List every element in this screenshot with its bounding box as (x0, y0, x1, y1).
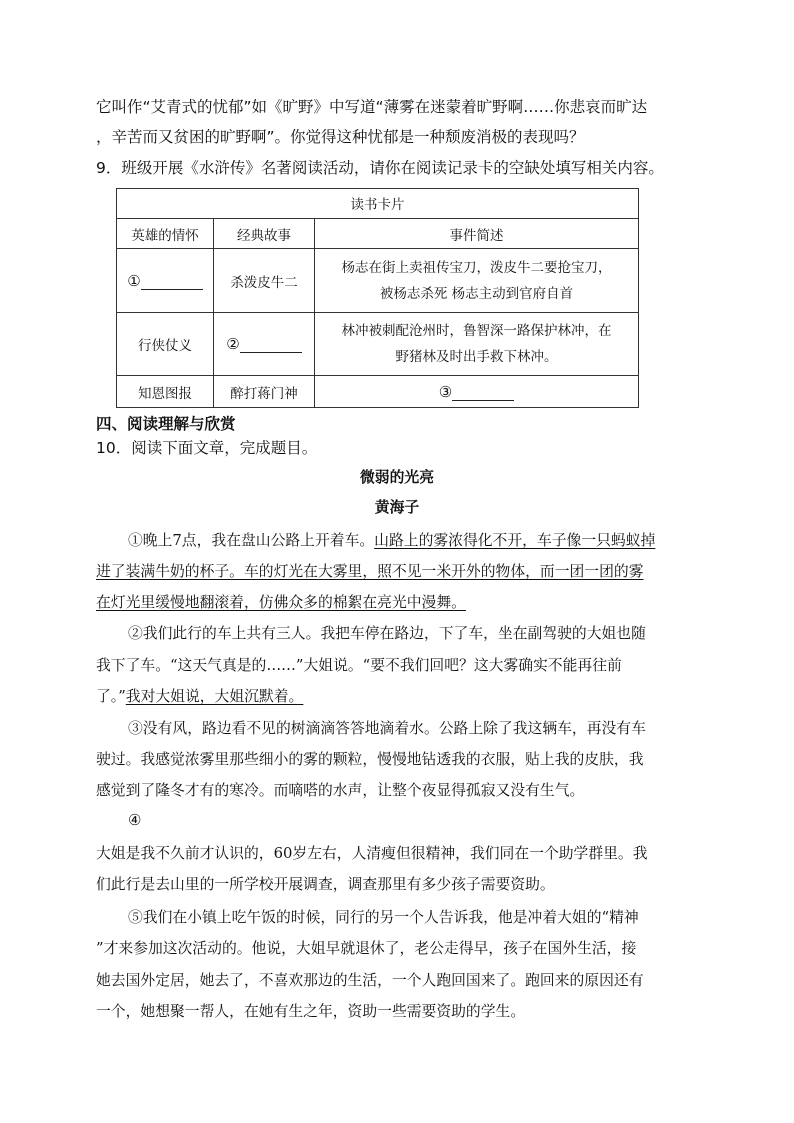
summary-cell-1 (315, 249, 639, 312)
p2-line3-plain: 了。” (96, 688, 126, 705)
intro-line-1: 它叫作“艾青式的忧郁”如《旷野》中写道“薄雾在迷蒙着旷野啊……你悲哀而旷达 (96, 98, 648, 116)
p1-line1-underlined: 山路上的雾浓得化不开，车子像一只蚂蚁掉 (374, 532, 656, 549)
paragraph-1-line-2: 进了装满牛奶的杯子。车的灯光在大雾里，照不见一米开外的物体，而一团一团的雾 (96, 563, 644, 580)
blank-marker-2: ② (226, 335, 240, 354)
question-9: 9．班级开展《水浒传》名著阅读活动，请你在阅读记录卡的空缺处填写相关内容。 (96, 159, 664, 177)
paragraph-2-line-3 (96, 686, 303, 708)
paragraph-3-line-3: 感觉到了隆冬才有的寒冷。而嘀嗒的水声，让整个夜显得孤寂又没有生气。 (96, 782, 585, 799)
summary-cell-2 (315, 312, 639, 375)
header-classic-story: 经典故事 (214, 218, 315, 249)
blank-cell-2 (214, 312, 315, 375)
summary-2-line-b: 野猪林及时出手救下林冲。 (395, 349, 558, 366)
blank-cell-1 (117, 249, 214, 312)
blank-cell-3 (315, 376, 639, 408)
sentiment-cell-3: 知恩图报 (117, 376, 214, 408)
p2-line3-underlined: 我对大姐说，大姐沉默着。 (125, 688, 304, 705)
paragraph-5-line-2: ”才来参加这次活动的。他说，大姐早就退休了，老公走得早，孩子在国外生活，接 (96, 940, 637, 957)
article-author: 黄海子 (374, 499, 420, 516)
summary-1-line-a: 杨志在街上卖祖传宝刀，泼皮牛二要抢宝刀， (341, 259, 612, 276)
paragraph-4-marker: ④ (128, 812, 142, 829)
blank-marker-1: ① (127, 271, 141, 290)
paragraph-1-line-1 (128, 530, 655, 552)
section-heading-4: 四、阅读理解与欣赏 (96, 415, 236, 433)
paragraph-3-line-1: ③没有风，路边看不见的树滴滴答答地滴着水。公路上除了我这辆车，再没有车 (128, 720, 646, 737)
sentiment-cell-2: 行侠仗义 (117, 312, 214, 375)
story-cell-1: 杀泼皮牛二 (214, 249, 315, 312)
p1-line1-plain: ①晚上7点，我在盘山公路上开着车。 (128, 532, 375, 549)
summary-1-line-b: 被杨志杀死 杨志主动到官府自首 (379, 285, 574, 302)
header-heroic-sentiment: 英雄的情怀 (117, 218, 214, 249)
story-cell-3: 醉打蒋门神 (214, 376, 315, 408)
header-event-summary: 事件简述 (315, 218, 639, 249)
fill-blank-1[interactable] (141, 273, 203, 290)
paragraph-5-line-1: ⑤我们在小镇上吃午饭的时候，同行的另一个人告诉我，他是冲着大姐的“精神 (128, 909, 639, 926)
summary-2-line-a: 林冲被刺配沧州时，鲁智深一路保护林冲，在 (341, 323, 612, 340)
paragraph-4-line-2: 们此行是去山里的一所学校开展调查，调查那里有多少孩子需要资助。 (96, 876, 555, 893)
fill-blank-2[interactable] (240, 336, 302, 353)
paragraph-5-line-3: 她去国外定居，她去了，不喜欢那边的生活，一个人跑回国来了。跑回来的原因还有 (96, 972, 644, 989)
paragraph-4-line-1: 大姐是我不久前才认识的，60岁左右，人清瘦但很精神，我们同在一个助学群里。我 (96, 845, 648, 862)
question-10: 10．阅读下面文章，完成题目。 (96, 439, 318, 457)
paragraph-5-line-4: 一个，她想聚一帮人，在她有生之年，资助一些需要资助的学生。 (96, 1003, 526, 1020)
paragraph-3-line-2: 驶过。我感觉浓雾里那些细小的雾的颗粒，慢慢地钻透我的衣服，贴上我的皮肤，我 (96, 751, 644, 768)
paragraph-2-line-1: ②我们此行的车上共有三人。我把车停在路边，下了车，坐在副驾驶的大姐也随 (128, 625, 646, 642)
paragraph-1-line-3: 在灯光里缓慢地翻滚着，仿佛众多的棉絮在亮光中漫舞。 (96, 594, 466, 611)
fill-blank-3[interactable] (452, 384, 514, 401)
reading-card-table (116, 188, 639, 408)
paragraph-2-line-2: 我下了车。“这天气真是的……”大姐说。“要不我们回吧？这大雾确实不能再往前 (96, 657, 622, 674)
blank-marker-3: ③ (438, 382, 453, 401)
article-title: 微弱的光亮 (360, 469, 434, 486)
card-title: 读书卡片 (117, 189, 639, 219)
intro-line-2: ，辛苦而又贫困的旷野啊”。你觉得这种忧郁是一种颓废消极的表现吗？ (96, 128, 585, 146)
